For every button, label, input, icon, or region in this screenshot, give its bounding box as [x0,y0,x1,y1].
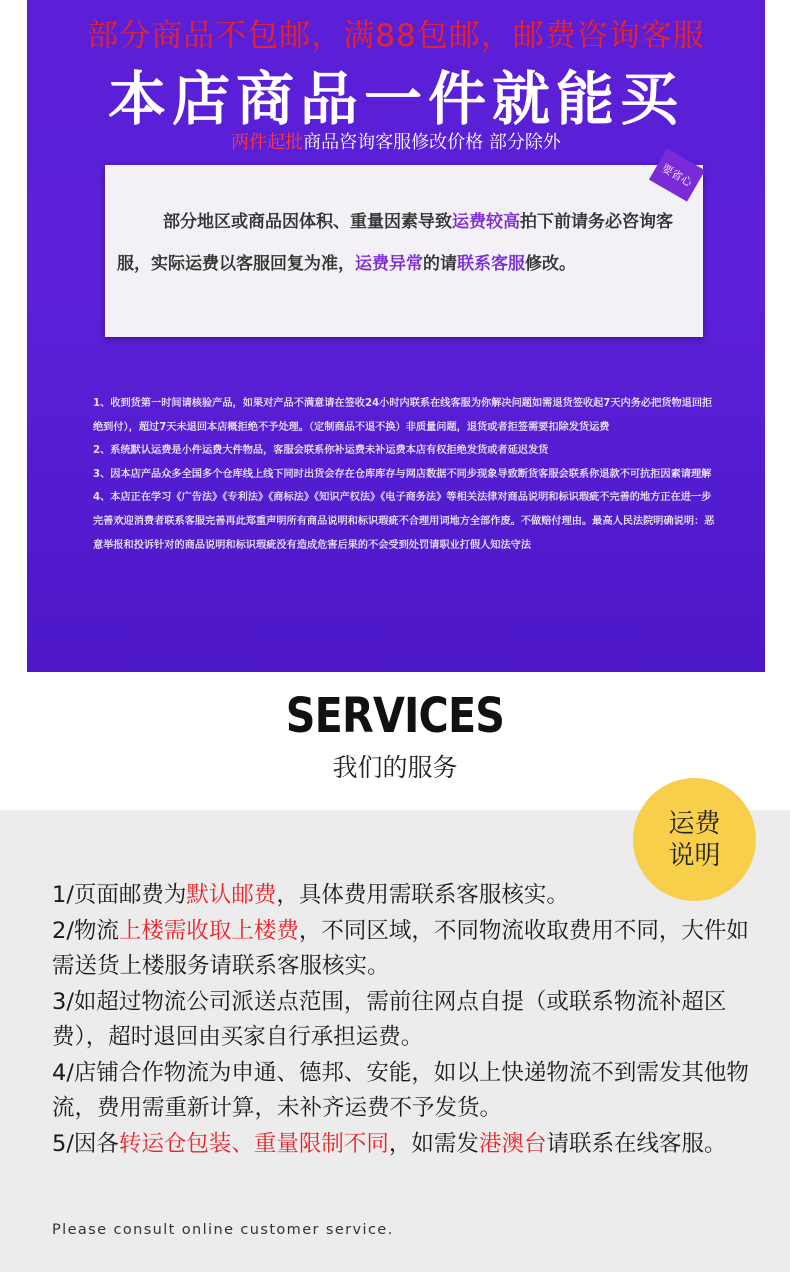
services-subtitle: 我们的服务 [332,753,458,782]
terms-highlight: 转运仓包装、重量限制不同 [118,1130,389,1157]
services-title: SERVICES [285,688,505,744]
price-note: 商品咨询客服修改价格 部分除外 [303,132,561,153]
banner-subtitle [27,128,765,154]
terms-text: ，不同区域，不同物流收取费用不同，大件如需送货上楼服务请联系客服核实。 [52,917,749,979]
terms-text: 请联系在线客服。 [546,1130,727,1157]
terms-text: ，具体费用需联系客服核实。 [276,882,569,908]
notice-text [117,201,687,285]
terms-highlight: 默认邮费 [186,882,277,908]
badge-line: 运费 [668,808,721,839]
banner-title: 本店商品一件就能买 [107,65,684,133]
rule-item: 4、本店正在学习《广告法》《专利法》《商标法》《知识产权法》《电子商务法》等相关法律对商品说明和标识瑕疵不完善的地方正在进一步完善欢迎消费者联系客服完善再此郑重声明所有商品说明和标识瑕疵不合理用词地方全部作废。不做赔付理由。最高人民法院明确说明：恶意举报和投诉针对的商品说明和标识瑕疵没有造成危害后果的不会受到处罚请职业打假人知法守法 [93,492,715,551]
badge-line: 说明 [668,840,721,871]
notice-highlight: 运费较高 [452,212,520,232]
notice-ribbon: 要省心 [649,148,705,201]
terms-item [52,878,762,914]
notice-part: 拍下前请务必咨询客服，实际运费以客服回复为准， [117,212,673,274]
shipping-notice-card [105,161,703,337]
terms-text: 2/物流 [52,917,119,944]
wholesale-label: 两件起批 [231,132,304,153]
shipping-terms-list [52,878,762,1162]
terms-text: ，如需发 [388,1130,479,1157]
terms-text: 5/因各 [52,1130,119,1157]
terms-item: 3/如超过物流公司派送点范围，需前往网点自提（或联系物流补超区费），超时退回由买家自行承担运费。 [52,988,727,1050]
terms-highlight: 上楼需收取上楼费 [118,917,299,944]
rule-item: 2、系统默认运费是小件运费大件物品，客服会联系你补运费未补运费本店有权拒绝发货或者延迟发货 [93,445,549,457]
notice-part: 修改。 [525,254,576,274]
notice-part: 的请 [423,254,457,274]
notice-highlight: 运费异常 [355,254,423,274]
store-rules [93,392,721,557]
terms-item [52,914,762,985]
terms-item: 4/店铺合作物流为申通、德邦、安能，如以上快递物流不到需发其他物流，费用需重新计算，未补齐运费不予发货。 [52,1059,749,1121]
shipping-headline: 部分商品不包邮，满88包邮，邮费咨询客服 [87,18,705,54]
terms-text: 1/页面邮费为 [52,882,187,908]
notice-highlight: 联系客服 [457,254,525,274]
promo-banner [27,0,765,672]
notice-part: 部分地区或商品因体积、重量因素导致 [163,212,452,232]
terms-highlight: 港澳台 [478,1130,547,1157]
terms-item [52,1127,762,1163]
footer-note: Please consult online customer service. [52,1222,394,1238]
rule-item: 1、收到货第一时间请核验产品，如果对产品不满意请在签收24小时内联系在线客服为你解决问题如需退货签收起7天内务必把货物退回拒绝到付），超过7天未退回本店概拒绝不予处理。（定制商品不退不换）非质量问题，退货或者拒签需要扣除发货运费 [93,398,713,433]
rule-item: 3、因本店产品众多全国多个仓库线上线下同时出货会存在仓库库存与网店数据不同步现象导致断货客服会联系你退款不可抗拒因素请理解 [93,468,712,480]
